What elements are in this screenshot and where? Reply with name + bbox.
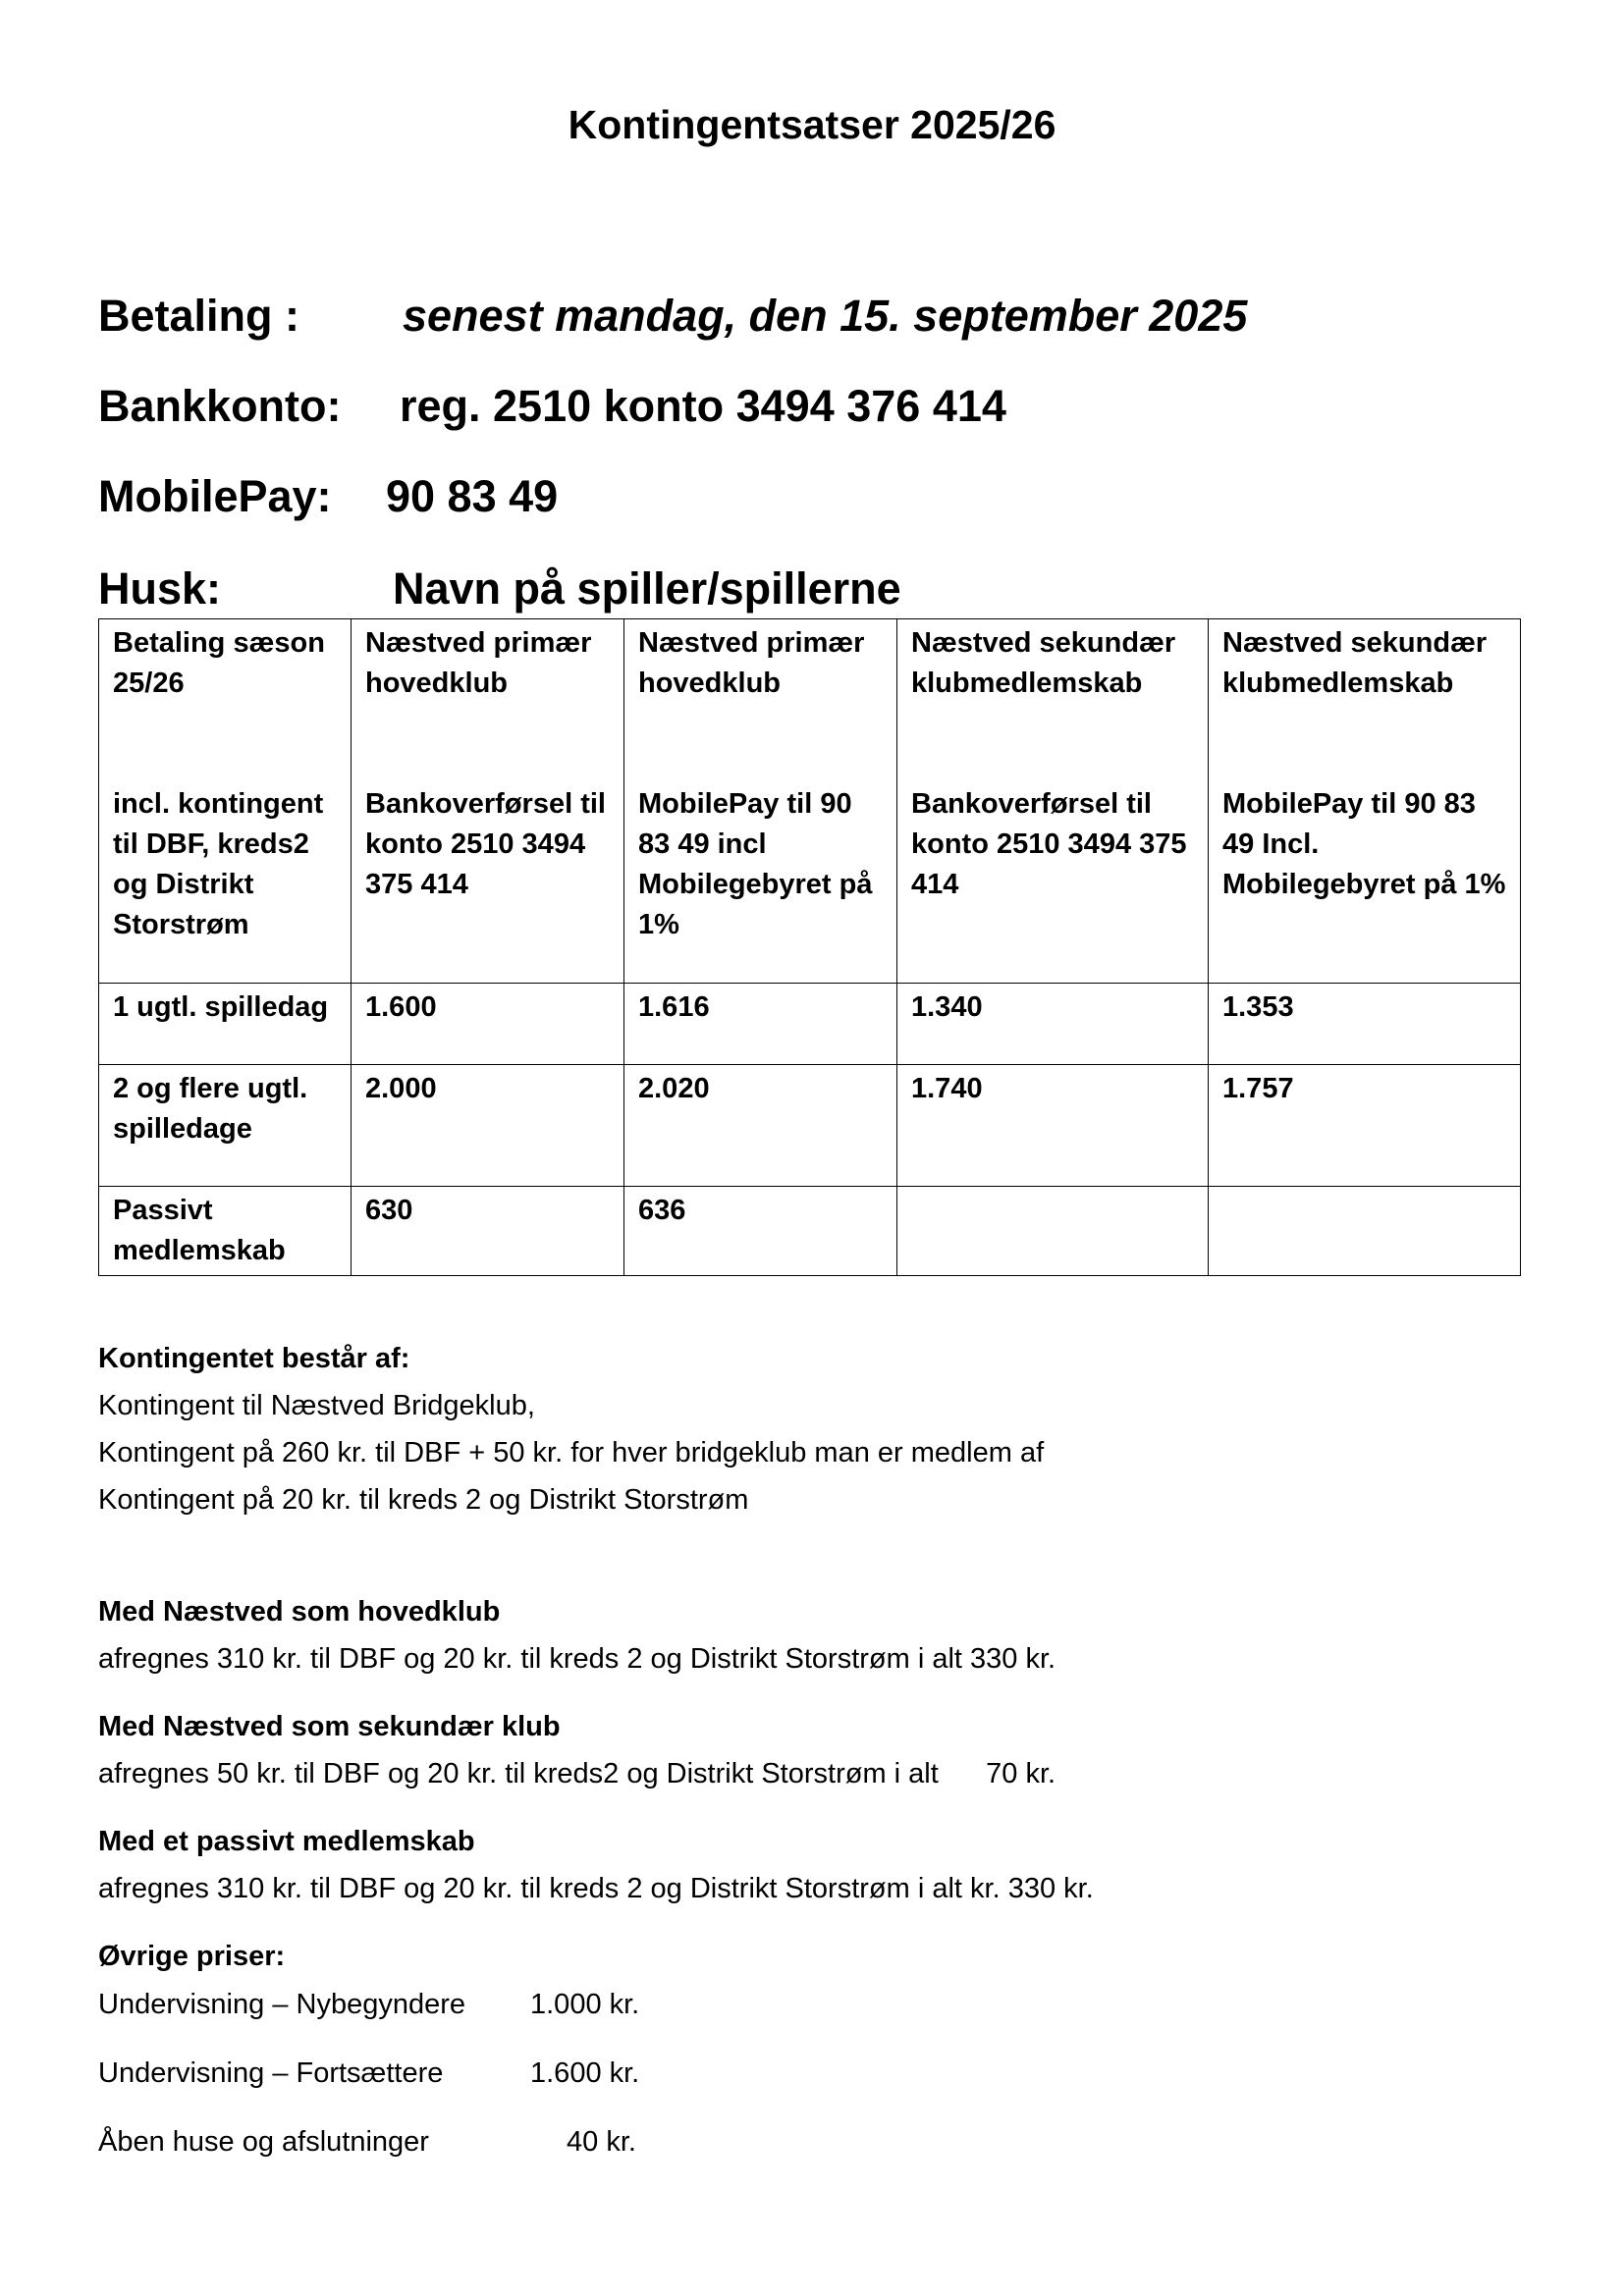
table-cell: 1.757: [1209, 1065, 1521, 1187]
row-label: 1 ugtl. spilledag: [99, 984, 352, 1065]
table-cell: 1.353: [1209, 984, 1521, 1065]
header-cell-note: incl. kontingent til DBF, kreds2 og Distrikt Storstrøm: [113, 788, 324, 940]
primary-club-heading: Med Næstved som hovedklub: [98, 1596, 501, 1628]
composition-line: Kontingent på 260 kr. til DBF + 50 kr. for hver bridgeklub man er medlem af: [98, 1437, 1045, 1468]
fee-table: [98, 618, 1521, 1276]
header-cell-title: Næstved sekundær klubmedlemskab: [1222, 627, 1488, 699]
composition-section: [98, 1335, 1044, 1523]
passive-line: afregnes 310 kr. til DBF og 20 kr. til kreds 2 og Distrikt Storstrøm i alt kr. 330 kr.: [98, 1873, 1094, 1904]
table-cell: 1.340: [897, 984, 1209, 1065]
composition-heading: Kontingentet består af:: [98, 1343, 410, 1374]
header-cell-title: Næstved primær hovedklub: [638, 627, 865, 699]
table-row: [99, 1065, 1521, 1187]
price-item-label: Undervisning – Nybegyndere: [98, 1989, 465, 2020]
header-cell-title: Næstved primær hovedklub: [365, 627, 592, 699]
header-cell: [897, 619, 1209, 984]
secondary-club-heading: Med Næstved som sekundær klub: [98, 1711, 561, 1742]
header-cell-note: Bankoverførsel til konto 2510 3494 375 414: [365, 788, 606, 900]
remember-note: Navn på spiller/spillerne: [393, 563, 901, 614]
price-item: [98, 2126, 636, 2159]
table-cell: 636: [624, 1187, 897, 1276]
table-header-row: [99, 619, 1521, 984]
mobilepay-label: MobilePay:: [98, 471, 332, 521]
mobilepay-number: 90 83 49: [386, 471, 559, 521]
header-cell: [1209, 619, 1521, 984]
table-cell: 1.740: [897, 1065, 1209, 1187]
passive-heading: Med et passivt medlemskab: [98, 1826, 475, 1857]
table-cell: 2.020: [624, 1065, 897, 1187]
header-cell-note: Bankoverførsel til konto 2510 3494 375 414: [911, 788, 1187, 900]
header-cell-note: MobilePay til 90 83 49 Incl. Mobilegebyret på 1%: [1222, 788, 1506, 900]
table-cell: [897, 1187, 1209, 1276]
header-cell: [624, 619, 897, 984]
payment-label: Betaling :: [98, 291, 300, 341]
secondary-club-section: [98, 1703, 1056, 1797]
price-item-amount: 1.600 kr.: [530, 2057, 640, 2089]
bank-label: Bankkonto:: [98, 381, 342, 431]
page-title: Kontingentsatser 2025/26: [568, 102, 1056, 147]
header-cell-title: Næstved sekundær klubmedlemskab: [911, 627, 1176, 699]
secondary-club-line: afregnes 50 kr. til DBF og 20 kr. til kreds2 og Distrikt Storstrøm i alt 70 kr.: [98, 1758, 1056, 1789]
remember-label: Husk:: [98, 563, 222, 614]
row-label: Passivt medlemskab: [99, 1187, 352, 1276]
price-item-amount: 40 kr.: [567, 2126, 636, 2158]
table-cell: 630: [352, 1187, 624, 1276]
row-label: 2 og flere ugtl. spilledage: [99, 1065, 352, 1187]
price-item-amount: 1.000 kr.: [530, 1989, 640, 2020]
price-item-label: Åben huse og afslutninger: [98, 2126, 429, 2158]
header-cell: [352, 619, 624, 984]
price-item-label: Undervisning – Fortsættere: [98, 2057, 444, 2089]
header-cell: [99, 619, 352, 984]
payment-deadline: senest mandag, den 15. september 2025: [403, 291, 1248, 341]
header-cell-note: MobilePay til 90 83 49 incl Mobilegebyret på 1%: [638, 788, 873, 940]
bank-account: reg. 2510 konto 3494 376 414: [400, 381, 1006, 431]
other-prices-heading: Øvrige priser:: [98, 1941, 286, 1972]
table-row: [99, 1187, 1521, 1276]
table-cell: 1.616: [624, 984, 897, 1065]
table-cell: 1.600: [352, 984, 624, 1065]
other-prices-section: [98, 1933, 285, 1980]
table-row: [99, 984, 1521, 1065]
composition-line: Kontingent på 20 kr. til kreds 2 og Distrikt Storstrøm: [98, 1484, 749, 1516]
passive-section: [98, 1818, 1094, 1912]
table-cell: 2.000: [352, 1065, 624, 1187]
primary-club-line: afregnes 310 kr. til DBF og 20 kr. til kreds 2 og Distrikt Storstrøm i alt 330 kr.: [98, 1643, 1056, 1675]
price-item: [98, 2057, 640, 2090]
price-item: [98, 1989, 640, 2021]
table-cell: [1209, 1187, 1521, 1276]
composition-line: Kontingent til Næstved Bridgeklub,: [98, 1390, 535, 1421]
header-cell-title: Betaling sæson 25/26: [113, 627, 325, 699]
primary-club-section: [98, 1588, 1056, 1682]
